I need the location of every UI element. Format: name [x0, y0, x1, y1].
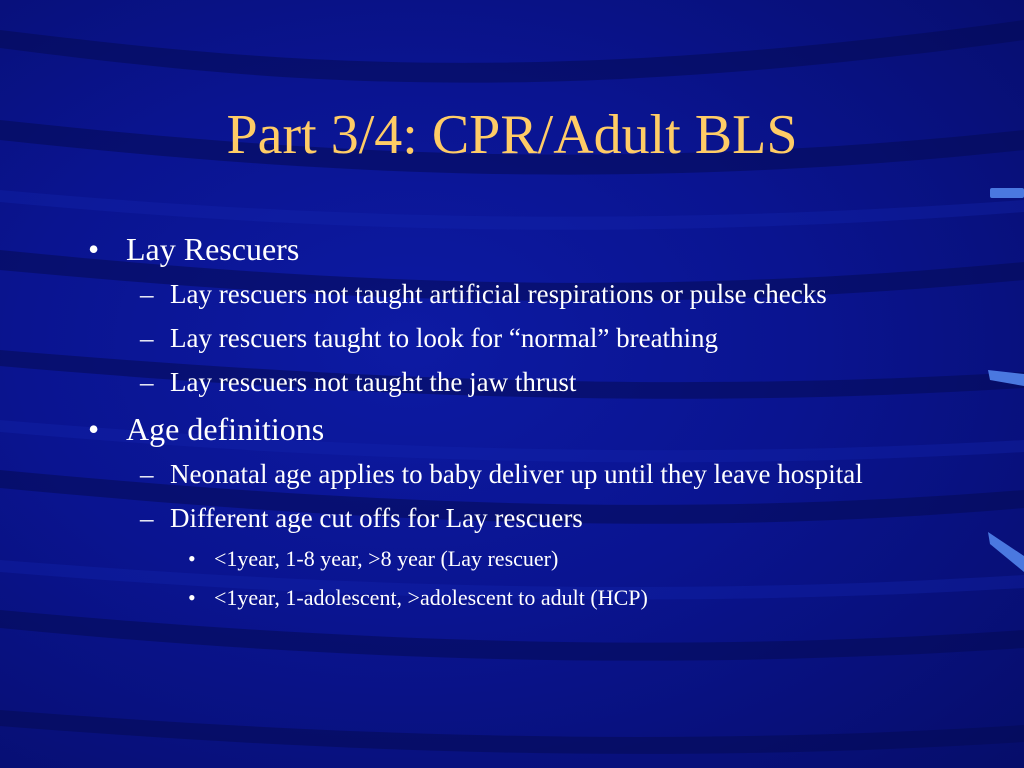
sub-bullet-text: Neonatal age applies to baby deliver up until they leave hospital [170, 459, 863, 489]
sub-bullet-item [88, 456, 948, 492]
accent-marks [988, 188, 1024, 572]
sub-bullet-item [88, 276, 948, 312]
dash-icon: – [140, 367, 154, 397]
sub-sub-bullet-item [88, 583, 948, 613]
sub-bullet-text: Lay rescuers not taught the jaw thrust [170, 367, 577, 397]
bullet-icon: • [88, 411, 100, 447]
dash-icon: – [140, 459, 154, 489]
bullet-text: Lay Rescuers [126, 231, 300, 267]
small-bullet-icon: • [188, 585, 196, 610]
sub-bullet-text: Lay rescuers not taught artificial respirations or pulse checks [170, 279, 827, 309]
sub-sub-bullet-item [88, 544, 948, 574]
bullet-text: Age definitions [126, 411, 325, 447]
sub-bullet-item [88, 500, 948, 536]
sub-bullet-item [88, 364, 948, 400]
bullet-icon: • [88, 231, 100, 267]
dash-icon: – [140, 503, 154, 533]
bullet-list [88, 228, 948, 622]
dash-icon: – [140, 279, 154, 309]
sub-sub-bullet-text: <1year, 1-8 year, >8 year (Lay rescuer) [214, 546, 559, 571]
sub-bullet-text: Lay rescuers taught to look for “normal” breathing [170, 323, 719, 353]
sub-bullet-text: Different age cut offs for Lay rescuers [170, 503, 583, 533]
slide-title: Part 3/4: CPR/Adult BLS [226, 104, 798, 166]
accent-mark [988, 532, 1024, 572]
sub-sub-bullet-text: <1year, 1-adolescent, >adolescent to adult (HCP) [214, 585, 648, 610]
bullet-item-lay-rescuers [88, 228, 948, 270]
small-bullet-icon: • [188, 546, 196, 571]
bullet-item-age-definitions [88, 408, 948, 450]
dash-icon: – [140, 323, 154, 353]
sub-bullet-item [88, 320, 948, 356]
accent-mark [990, 188, 1024, 198]
